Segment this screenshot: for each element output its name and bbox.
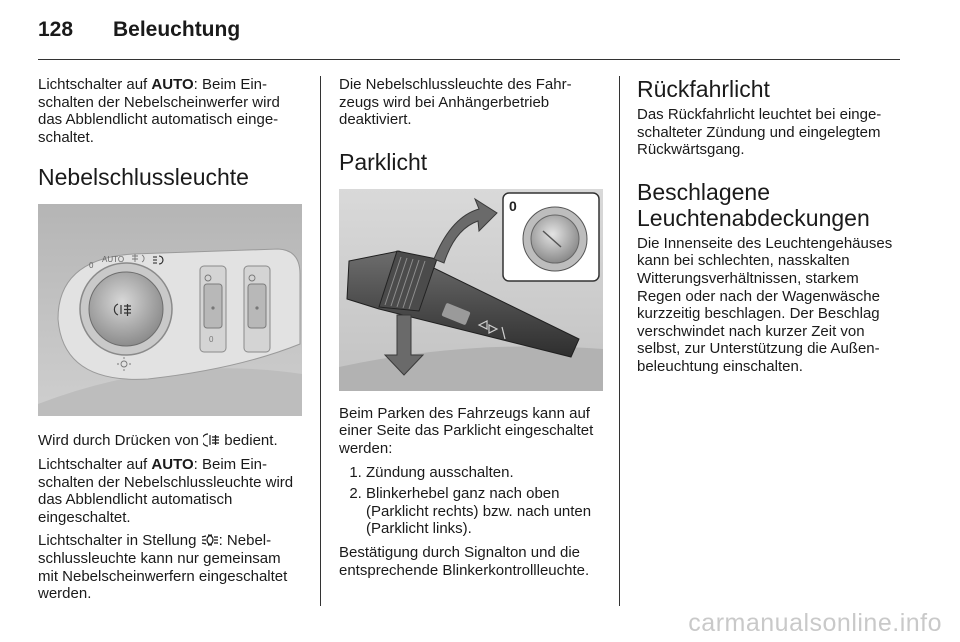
column-3 (637, 76, 903, 382)
steps-list (339, 464, 605, 538)
switch-auto-label: AUTO (102, 255, 125, 265)
switch-o-label: 0 (209, 335, 214, 345)
paragraph-reversing-light: Das Rückfahrlicht leuchtet bei eingeschalteter Zündung und eingelegtem Rückwärtsgang. (637, 106, 882, 159)
ignition-zero-label: 0 (509, 197, 517, 214)
paragraph-fog-position: Lichtschalter in Stellung : Nebelschlussleuchte kann nur gemeinsam mit Nebelscheinwerfern eingeschaltet werden. (38, 532, 288, 603)
heading-rear-fog-light: Nebelschlussleuchte (38, 164, 249, 191)
page-title: Beleuchtung (113, 18, 241, 41)
list-item: 1. Zündung ausschalten. (366, 464, 605, 482)
header-rule (38, 59, 900, 60)
turn-signal-lever-figure (339, 189, 603, 391)
list-item: 2. Blinkerhebel ganz nach oben (Parklicht rechts) bzw. nach unten (Parklicht links). (366, 485, 605, 538)
column-divider-1 (320, 76, 321, 606)
ignition-inset (503, 193, 599, 281)
column-divider-2 (619, 76, 620, 606)
rear-fog-light-icon (203, 433, 220, 447)
column-1 (38, 76, 303, 609)
paragraph-auto-fog: Lichtschalter auf AUTO: Beim Einschalten der Nebelscheinwerfer wird das Abblendlicht automatisch eingeschaltet. (38, 76, 280, 146)
watermark: carmanualsonline.info (688, 609, 942, 637)
page-header (38, 18, 240, 50)
heading-misted-covers: Beschlagene Leuchtenabdeckungen (637, 178, 870, 231)
heading-reversing-light: Rückfahrlicht (637, 76, 770, 102)
light-switch-figure (38, 204, 302, 416)
paragraph-parking-intro: Beim Parken des Fahrzeugs kann auf einer Seite das Parklicht eingeschaltet werden: (339, 404, 594, 457)
column-2 (339, 76, 605, 585)
page-number: 128 (38, 18, 74, 41)
switch-zero-label: 0 (89, 261, 94, 271)
fog-light-icon (201, 533, 219, 547)
paragraph-trailer: Die Nebelschlussleuchte des Fahrzeugs wird bei Anhängerbetrieb deaktiviert. (339, 76, 572, 129)
paragraph-confirmation: Bestätigung durch Signalton und die entsprechende Blinkerkontrollleuchte. (339, 543, 590, 579)
paragraph-misted-covers: Die Innenseite des Leuchtengehäuses kann bei schlechten, nasskalten Witterungsverhältnissen, starkem Regen oder nach der Wagenwäsche kurzzeitig beschlagen. Der Beschlag verschwindet nach kurzer Zeit von selbst, zur Unterstützung die Außenbeleuchtung einschalten. (637, 234, 893, 375)
paragraph-press-button: Wird durch Drücken von bedient. (38, 432, 278, 450)
heading-parking-light: Parklicht (339, 148, 428, 175)
paragraph-auto-rear-fog: Lichtschalter auf AUTO: Beim Einschalten der Nebelschlussleuchte wird das Abblendlicht automatisch eingeschaltet. (38, 455, 294, 526)
